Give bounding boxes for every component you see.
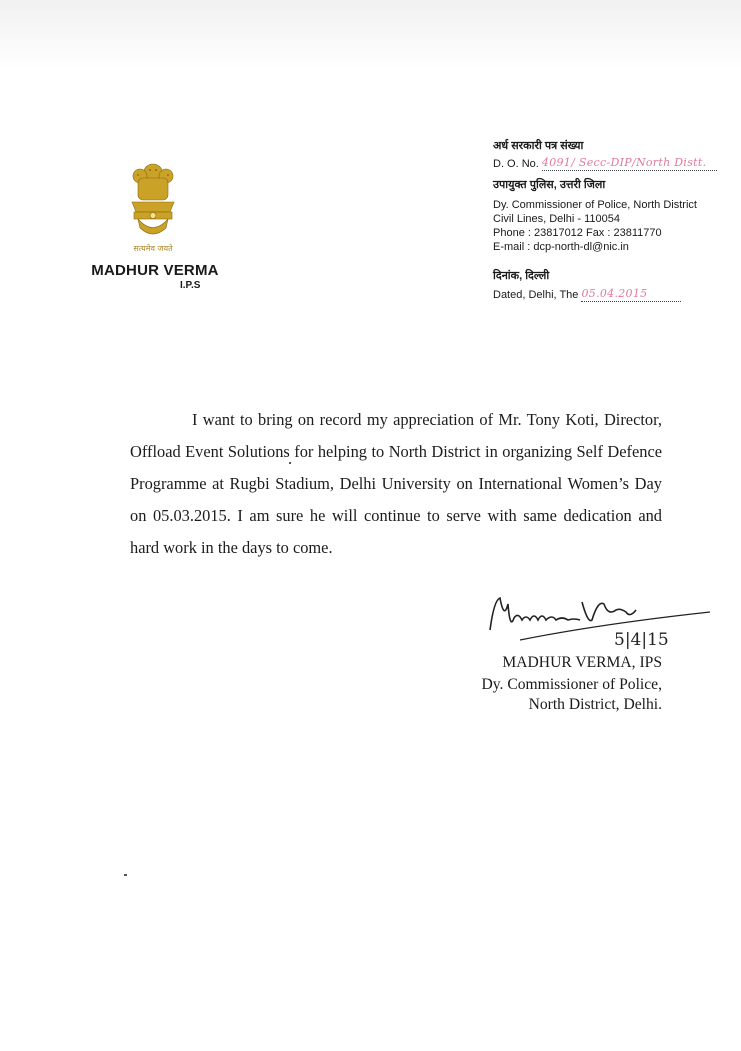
email-line: E-mail : dcp-north-dl@nic.in (493, 241, 629, 253)
date-label: Dated, Delhi, The (493, 289, 579, 301)
national-emblem-icon (118, 156, 188, 256)
do-number: 4091/ Secc-DIP/North Distt. (542, 156, 717, 171)
letter-body: I want to bring on record my appreciation of Mr. Tony Koti, Director, Offload Event Solutions for helping to North District in organizing Self Defence Programme at Rugbi Stadium, Delhi University on International Women’s Day on 05.03.2015. I am sure he will continue to serve with same dedication and hard work in the days to come. (130, 410, 662, 557)
do-label: D. O. No. (493, 158, 539, 170)
do-number-line (493, 156, 717, 171)
signatory-district: North District, Delhi. (528, 696, 662, 713)
office-hindi: उपायुक्त पुलिस, उत्तरी जिला (493, 179, 606, 191)
scan-shading (0, 0, 741, 70)
date-value: 05.04.2015 (581, 287, 681, 302)
office-line-1: Dy. Commissioner of Police, North District (493, 199, 697, 211)
date-line (493, 287, 681, 302)
scan-speck (124, 874, 127, 876)
svg-text:सत्यमेव जयते: सत्यमेव जयते (133, 244, 173, 253)
office-line-2: Civil Lines, Delhi - 110054 (493, 213, 620, 225)
do-label-hindi: अर्ध सरकारी पत्र संख्या (493, 140, 584, 152)
scan-speck (289, 462, 291, 464)
signature-date: 5|4|15 (614, 630, 669, 650)
date-label-hindi: दिनांक, दिल्ली (493, 270, 550, 282)
phone-line: Phone : 23817012 Fax : 23811770 (493, 227, 662, 239)
officer-name: MADHUR VERMA (91, 262, 219, 279)
handwritten-signature (480, 590, 720, 662)
officer-service: I.P.S (180, 280, 201, 291)
signatory-name: MADHUR VERMA, IPS (502, 654, 662, 671)
signatory-title: Dy. Commissioner of Police, (481, 676, 662, 693)
